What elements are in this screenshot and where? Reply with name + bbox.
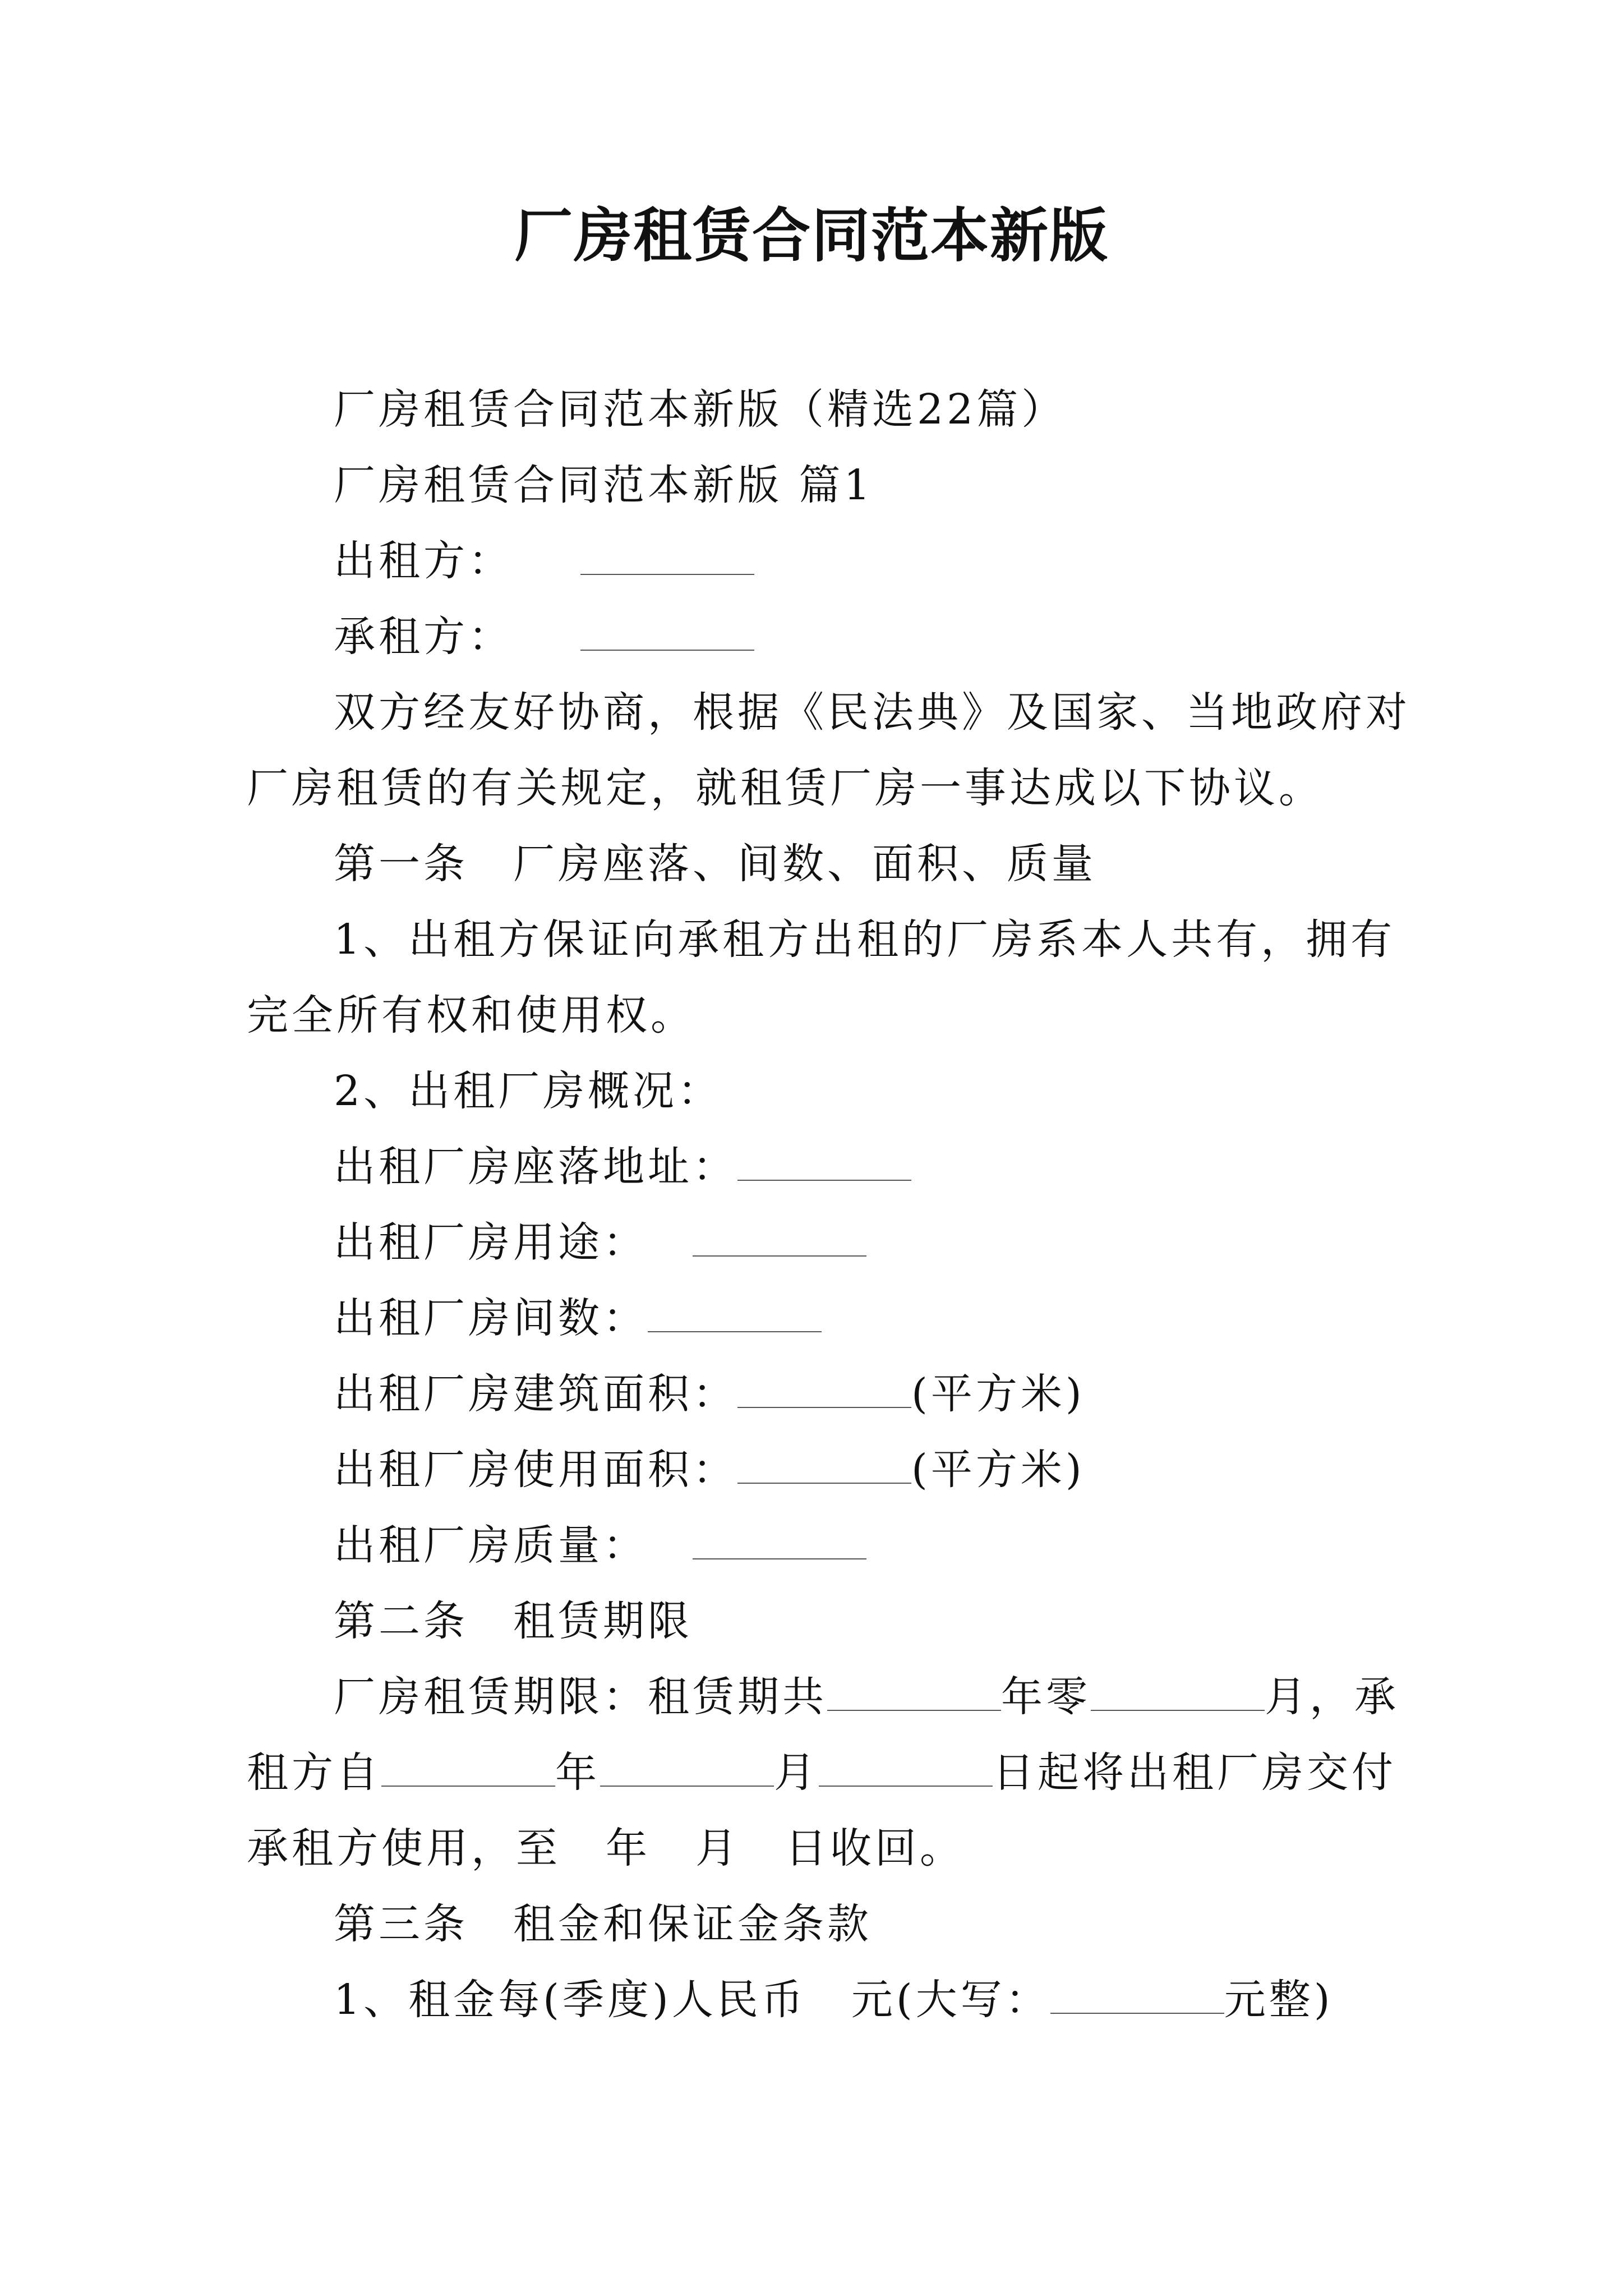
rooms-line [334,1290,822,1346]
use-label: 出租厂房用途： [334,1218,648,1267]
rooms-label: 出租厂房间数： [334,1294,648,1342]
intro-line-1: 双方经友好协商，根据《民法典》及国家、当地政府对 [334,688,1410,737]
lessee-label: 承租方： [334,613,513,661]
lessor-label: 出租方： [334,537,513,585]
a2-l1-a: 厂房租赁期限：租赁期共 [334,1673,827,1721]
section-heading: 厂房租赁合同范本新版 篇1 [334,461,874,509]
a2-l1-c: 月，承 [1265,1673,1399,1721]
use-area-label: 出租厂房使用面积： [334,1446,737,1494]
a3-line1 [334,1972,1334,2028]
document-title: 厂房租赁合同范本新版 [514,201,1109,270]
a2-line1 [334,1669,1399,1725]
term-years-blank[interactable] [827,1674,1001,1711]
quality-line [334,1517,866,1573]
a2-line3: 承租方使用，至 年 月 日收回。 [247,1824,965,1872]
document-subtitle: 厂房租赁合同范本新版（精选22篇） [334,385,1067,434]
article3-title: 第三条 租金和保证金条款 [334,1900,872,1948]
a2-line2 [247,1745,1396,1801]
quality-blank[interactable] [693,1522,866,1559]
a2-l2-a: 租方自 [247,1749,381,1797]
build-area-label: 出租厂房建筑面积： [334,1370,737,1418]
lessee-line [334,609,754,665]
address-blank[interactable] [737,1144,911,1181]
a2-l2-b: 年 [555,1749,600,1797]
a3-l1-a: 1、租金每(季度)人民币 元(大写： [334,1976,1050,2024]
a1-item2: 2、出租厂房概况： [334,1067,723,1115]
intro-line-2: 厂房租赁的有关规定，就租赁厂房一事达成以下协议。 [247,764,1324,812]
a3-l1-b: 元整) [1224,1976,1334,2024]
use-area-unit: (平方米) [911,1446,1085,1494]
address-line [334,1139,911,1195]
a2-l2-c: 月 [774,1749,819,1797]
build-area-unit: (平方米) [911,1370,1085,1418]
lessor-line [334,533,754,589]
lessor-blank[interactable] [580,538,754,575]
article1-title: 第一条 厂房座落、间数、面积、质量 [334,840,1096,888]
rent-uppercase-blank[interactable] [1050,1977,1224,2014]
address-label: 出租厂房座落地址： [334,1143,737,1191]
article2-title: 第二条 租赁期限 [334,1597,693,1645]
start-day-blank[interactable] [819,1750,993,1787]
quality-label: 出租厂房质量： [334,1521,648,1570]
use-blank[interactable] [693,1220,866,1257]
rooms-blank[interactable] [648,1295,822,1332]
start-year-blank[interactable] [381,1750,555,1787]
build-area-blank[interactable] [737,1371,911,1408]
a2-l2-d: 日起将出租厂房交付 [993,1749,1396,1797]
lessee-blank[interactable] [580,614,754,651]
start-month-blank[interactable] [600,1750,774,1787]
a1-item1-line1: 1、出租方保证向承租方出租的厂房系本人共有，拥有 [334,915,1396,964]
term-months-blank[interactable] [1091,1674,1265,1711]
use-line [334,1214,866,1271]
use-area-blank[interactable] [737,1447,911,1484]
a2-l1-b: 年零 [1001,1673,1091,1721]
build-area-line [334,1366,1085,1422]
use-area-line [334,1442,1085,1498]
a1-item1-line2: 完全所有权和使用权。 [247,991,695,1039]
